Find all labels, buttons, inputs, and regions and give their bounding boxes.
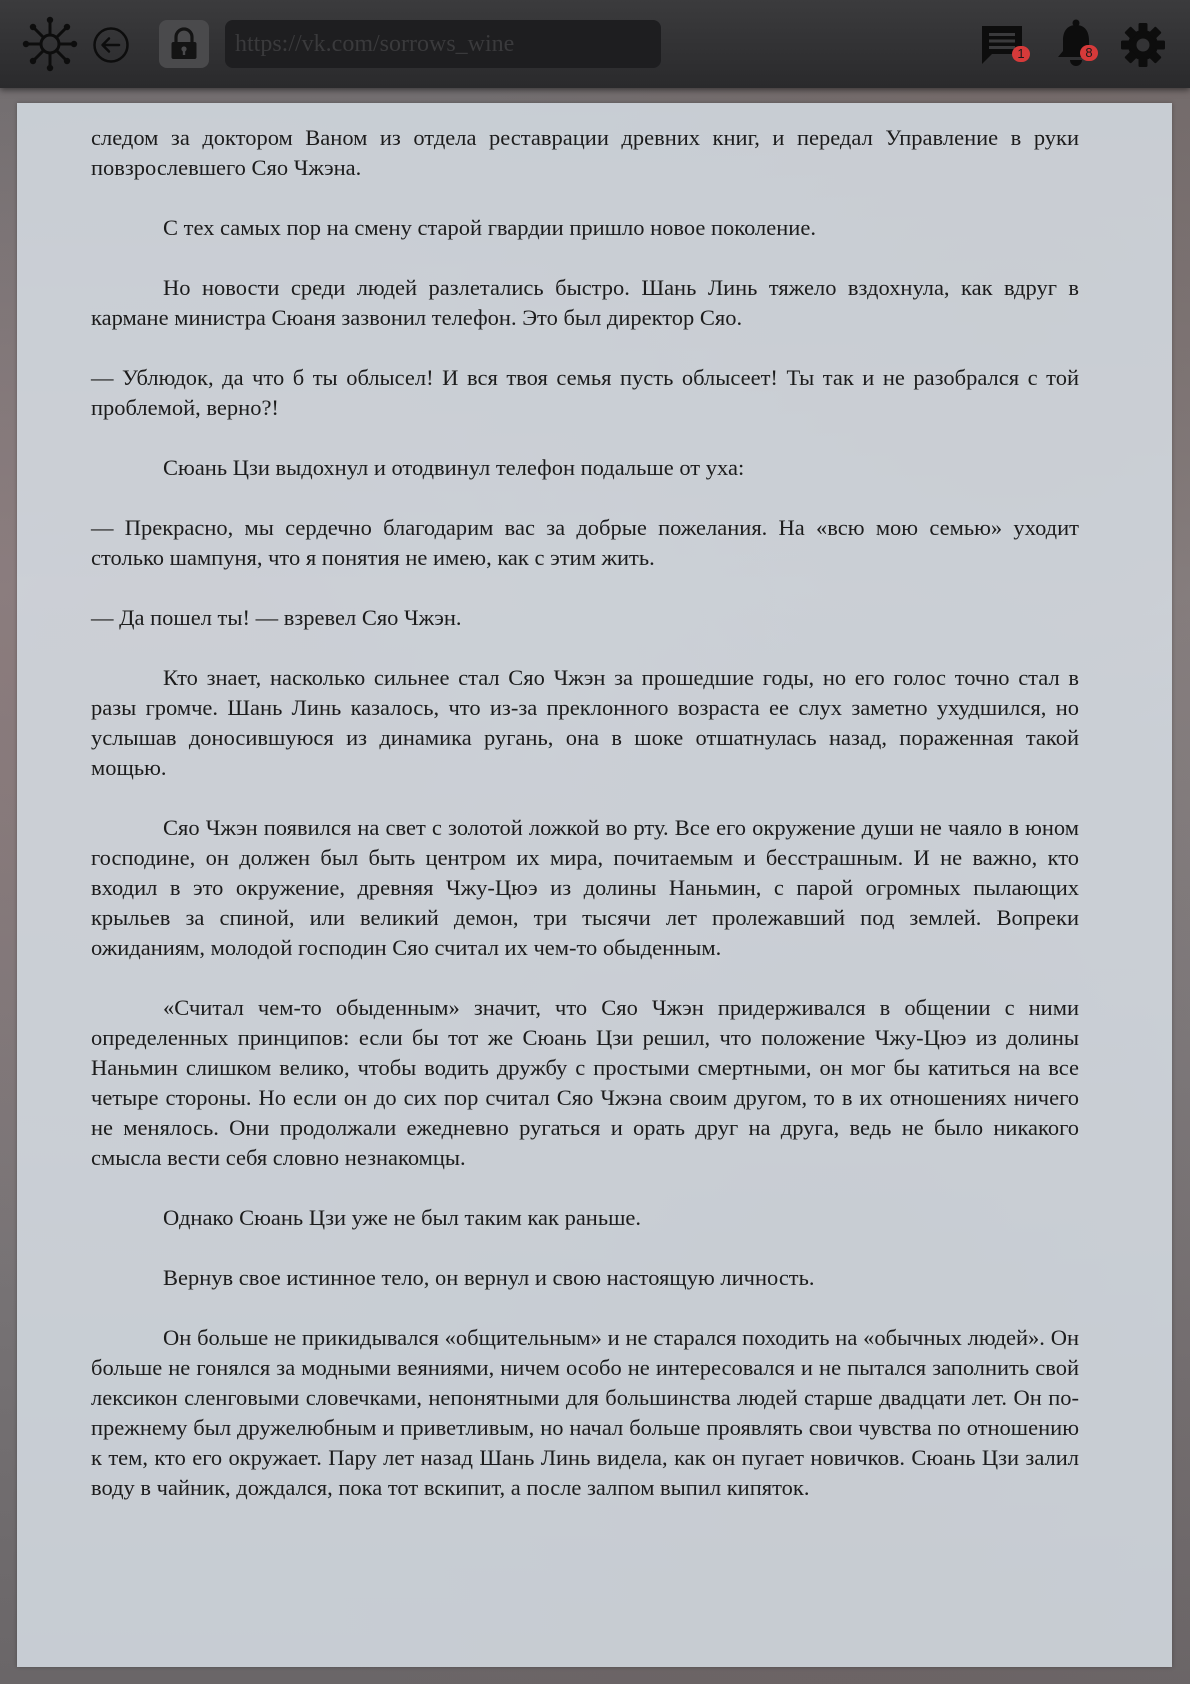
gear-icon[interactable] [1118,20,1168,70]
paragraph-6: — Прекрасно, мы сердечно благодарим вас за добрые пожелания. На «всю мою семью» уходит столько шампуня, что я понятия не имею, как с этим жить. [91,515,1079,570]
paragraph-4: — Ублюдок, да что б ты облысел! И вся твоя семья пусть облысеет! Ты так и не разобрался с той проблемой, верно?! [91,365,1079,420]
document-text [91,123,1079,1533]
paragraph-9: Сяо Чжэн появился на свет с золотой ложкой во рту. Все его окружение души не чаяло в юном господине, он должен был быть центром их мира, почитаемым и бесстрашным. И не важно, кто входил в это окружение, древняя Чжу-Цюэ из долины Наньмин, с парой огромных пылающих крыльев за спиной, или великий демон, три тысячи лет пролежавший под землей. Вопреки ожиданиям, молодой господин Сяо считал их чем-то обыденным. [91,815,1079,960]
paragraph-7: — Да пошел ты! — взревел Сяо Чжэн. [91,605,462,630]
paragraph-8: Кто знает, насколько сильнее стал Сяо Чжэн за прошедшие годы, но его голос точно стал в разы громче. Шань Линь казалось, что из-за преклонного возраста ее слух заметно ухудшился, но услышав доносившуюся из динамика ругань, она в шоке отшатнулась назад, пораженная такой мощью. [91,665,1079,780]
url-bar[interactable] [225,20,661,68]
paragraph-5: Сюань Цзи выдохнул и отодвинул телефон подальше от уха: [163,455,745,480]
lock-icon[interactable] [159,20,209,68]
paragraph-13: Он больше не прикидывался «общительным» и не старался походить на «обычных людей». Он больше не гонялся за модными веяниями, ничем особо не интересовался и не пытался заполнить свой лексикон сленговыми словечками, непонятными для большинства людей старше двадцати лет. Он по-прежнему был дружелюбным и приветливым, но начал больше проявлять свои чувства по отношению к тем, кто его окружает. Пару лет назад Шань Линь видела, как он пугает новичков. Сюань Цзи залил воду в чайник, дождался, пока тот вскипит, а после залпом выпил кипяток. [91,1325,1079,1500]
paragraph-11: Однако Сюань Цзи уже не был таким как раньше. [163,1205,642,1230]
bell-icon[interactable] [1052,18,1100,68]
top-toolbar [0,0,1190,88]
document-page [17,103,1172,1667]
sun-logo-icon[interactable] [22,16,78,72]
paragraph-12: Вернув свое истинное тело, он вернул и свою настоящую личность. [163,1265,815,1290]
back-arrow-icon[interactable] [92,26,130,64]
notifications-badge: 8 [1080,45,1098,61]
url-text: https://vk.com/sorrows_wine [235,30,515,57]
paragraph-3: Но новости среди людей разлетались быстро. Шань Линь тяжело вздохнула, как вдруг в кармане министра Сюаня зазвонил телефон. Это был директор Сяо. [91,275,1079,330]
paragraph-10: «Считал чем-то обыденным» значит, что Сяо Чжэн придерживался в общении с ними определенных принципов: если бы тот же Сюань Цзи решил, что положение Чжу-Цюэ из долины Наньмин слишком велико, чтобы водить дружбу с простыми смертными, он мог бы катиться на все четыре стороны. Но если он до сих пор считал Сяо Чжэна своим другом, то в их отношениях ничего не менялось. Они продолжали ежедневно ругаться и орать друг на друга, ведь не было никакого смысла вести себя словно незнакомцы. [91,995,1079,1170]
messages-badge: 1 [1012,46,1030,62]
paragraph-1: следом за доктором Ваном из отдела реставрации древних книг, и передал Управление в руки повзрослевшего Сяо Чжэна. [91,125,1079,180]
paragraph-2: С тех самых пор на смену старой гвардии пришло новое поколение. [163,215,816,240]
